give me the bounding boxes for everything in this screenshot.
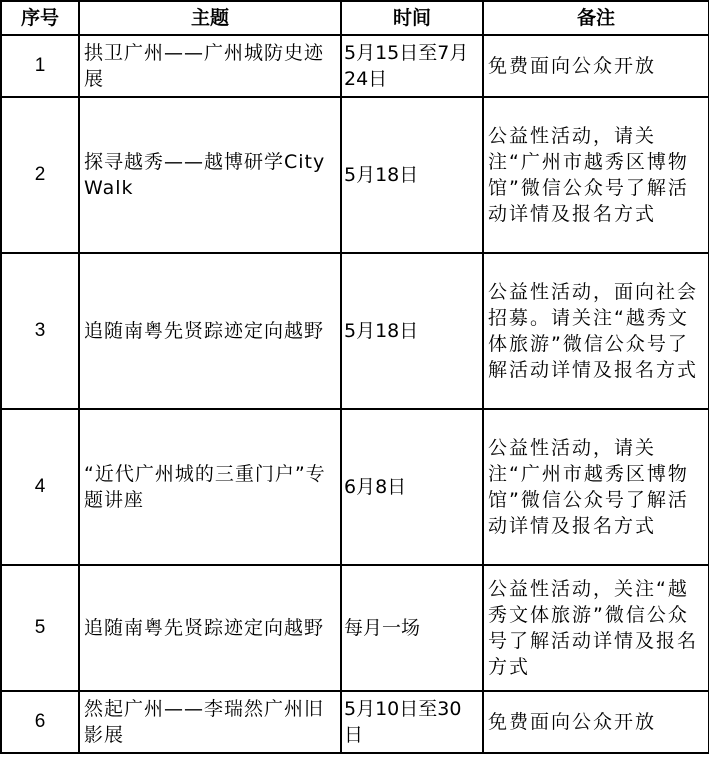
table-row xyxy=(1,35,709,97)
row-seq: 5 xyxy=(1,565,79,691)
row-note: 免费面向公众开放 xyxy=(483,35,709,97)
row-topic: 然起广州——李瑞然广州旧影展 xyxy=(79,691,341,753)
row-time: 6月8日 xyxy=(341,409,483,565)
table-row xyxy=(1,253,709,409)
row-topic: 探寻越秀——越博研学City Walk xyxy=(79,97,341,253)
row-time: 5月10日至30日 xyxy=(341,691,483,753)
row-seq: 4 xyxy=(1,409,79,565)
row-topic: 拱卫广州——广州城防史迹展 xyxy=(79,35,341,97)
header-seq: 序号 xyxy=(1,1,79,35)
table-row xyxy=(1,97,709,253)
row-topic: 追随南粤先贤踪迹定向越野 xyxy=(79,253,341,409)
table-row xyxy=(1,691,709,753)
table-row xyxy=(1,409,709,565)
row-note: 公益性活动，面向社会招募。请关注“越秀文体旅游”微信公众号了解活动详情及报名方式 xyxy=(483,253,709,409)
table-header-row xyxy=(1,1,709,35)
row-topic: 追随南粤先贤踪迹定向越野 xyxy=(79,565,341,691)
header-time: 时间 xyxy=(341,1,483,35)
header-note: 备注 xyxy=(483,1,709,35)
row-time: 5月15日至7月24日 xyxy=(341,35,483,97)
row-seq: 1 xyxy=(1,35,79,97)
row-note: 公益性活动，请关注“广州市越秀区博物馆”微信公众号了解活动详情及报名方式 xyxy=(483,409,709,565)
row-time: 每月一场 xyxy=(341,565,483,691)
row-time: 5月18日 xyxy=(341,97,483,253)
row-seq: 6 xyxy=(1,691,79,753)
row-time: 5月18日 xyxy=(341,253,483,409)
row-seq: 3 xyxy=(1,253,79,409)
row-topic: “近代广州城的三重门户”专题讲座 xyxy=(79,409,341,565)
row-note: 免费面向公众开放 xyxy=(483,691,709,753)
row-note: 公益性活动，请关注“广州市越秀区博物馆”微信公众号了解活动详情及报名方式 xyxy=(483,97,709,253)
row-seq: 2 xyxy=(1,97,79,253)
row-note: 公益性活动，关注“越秀文体旅游”微信公众号了解活动详情及报名方式 xyxy=(483,565,709,691)
header-topic: 主题 xyxy=(79,1,341,35)
table-row xyxy=(1,565,709,691)
